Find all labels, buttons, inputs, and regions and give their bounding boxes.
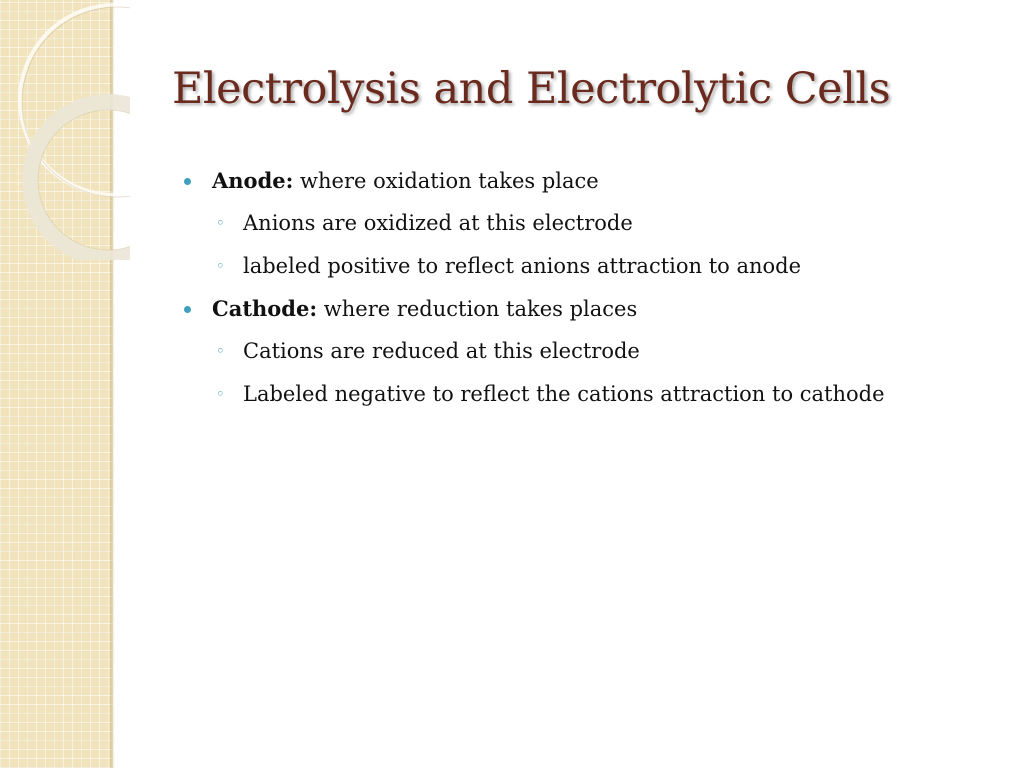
hollow-circle-bullet-icon: ◦ (216, 385, 225, 403)
list-item-cathode (180, 294, 1010, 409)
sub-item-text: Cations are reduced at this electrode (243, 339, 640, 363)
slide-title: Electrolysis and Electrolytic Cells (172, 64, 891, 114)
side-panel-edge (110, 0, 115, 768)
hollow-circle-bullet-icon: ◦ (216, 342, 225, 360)
list-item-anode (180, 166, 1010, 281)
term-anode: Anode: (212, 168, 294, 193)
hollow-circle-bullet-icon: ◦ (216, 214, 225, 232)
anode-definition: where oxidation takes place (293, 169, 599, 193)
sub-item-text: Labeled negative to reflect the cations attraction to cathode (243, 382, 885, 406)
decorative-side-panel (0, 0, 113, 768)
sub-list-item (212, 336, 1010, 366)
sub-item-text: Anions are oxidized at this electrode (243, 211, 633, 235)
sub-list-item (212, 251, 1010, 281)
sub-list-item (212, 208, 1010, 238)
filled-circle-bullet-icon (184, 306, 191, 313)
filled-circle-bullet-icon (184, 178, 191, 185)
cathode-definition: where reduction takes places (317, 297, 638, 321)
anode-sub-list (212, 208, 1010, 281)
bullet-list (180, 166, 1010, 422)
cathode-sub-list (212, 336, 1010, 409)
sub-list-item (212, 379, 1010, 409)
hollow-circle-bullet-icon: ◦ (216, 257, 225, 275)
term-cathode: Cathode: (212, 296, 318, 321)
sub-item-text: labeled positive to reflect anions attraction to anode (243, 254, 802, 278)
